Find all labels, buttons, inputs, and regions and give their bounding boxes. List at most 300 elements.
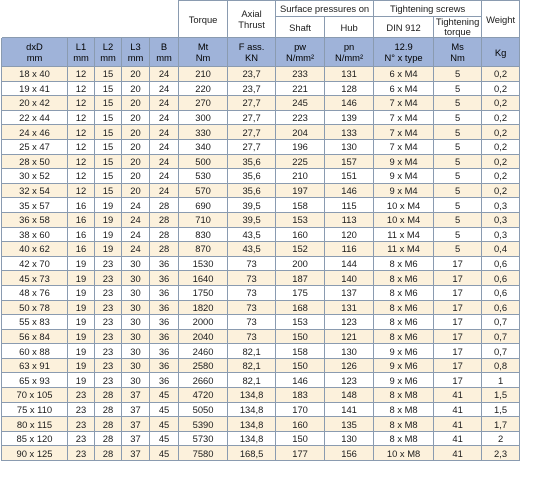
cell-fass: 73 (228, 271, 276, 286)
cell-fass: 43,5 (228, 227, 276, 242)
cell-l3: 30 (122, 315, 150, 330)
cell-weight: 0,7 (482, 329, 520, 344)
cell-weight: 0,4 (482, 242, 520, 257)
cell-b: 24 (150, 183, 179, 198)
header-din-label: DIN 912 (386, 21, 421, 33)
cell-l1: 12 (68, 96, 95, 111)
cell-dxd: 19 x 41 (2, 81, 68, 96)
cell-ms: 17 (434, 285, 482, 300)
cell-pn: 151 (325, 169, 374, 184)
cell-dxd: 60 x 88 (2, 344, 68, 359)
table-row (2, 315, 550, 330)
cell-screws: 8 x M8 (374, 388, 434, 403)
cell-b: 28 (150, 212, 179, 227)
cell-l3: 30 (122, 373, 150, 388)
cell-weight: 1,5 (482, 402, 520, 417)
cell-ms: 41 (434, 402, 482, 417)
cell-ms: 17 (434, 256, 482, 271)
cell-ms: 5 (434, 212, 482, 227)
cell-mt: 530 (179, 169, 228, 184)
unit-l1-unit: mm (73, 52, 89, 63)
cell-pn: 156 (325, 446, 374, 461)
cell-mt: 2580 (179, 358, 228, 373)
cell-ms: 5 (434, 139, 482, 154)
table-row (2, 212, 550, 227)
cell-l1: 19 (68, 315, 95, 330)
cell-fass: 39,5 (228, 198, 276, 213)
cell-dxd: 80 x 115 (2, 417, 68, 432)
cell-ms: 5 (434, 154, 482, 169)
cell-pn: 120 (325, 227, 374, 242)
cell-mt: 210 (179, 67, 228, 82)
cell-pn: 133 (325, 125, 374, 140)
cell-ms: 5 (434, 81, 482, 96)
cell-dxd: 32 x 54 (2, 183, 68, 198)
cell-fass: 27,7 (228, 125, 276, 140)
table-row (2, 417, 550, 432)
cell-ms: 41 (434, 417, 482, 432)
cell-pw: 152 (276, 242, 325, 257)
cell-l3: 20 (122, 154, 150, 169)
cell-dxd: 24 x 46 (2, 125, 68, 140)
unit-l3 (122, 38, 150, 67)
cell-l3: 24 (122, 212, 150, 227)
table-row (2, 198, 550, 213)
cell-pn: 128 (325, 81, 374, 96)
cell-pw: 221 (276, 81, 325, 96)
cell-fass: 134,8 (228, 431, 276, 446)
cell-dxd: 38 x 60 (2, 227, 68, 242)
cell-l2: 19 (95, 198, 122, 213)
table-row (2, 227, 550, 242)
cell-fass: 168,5 (228, 446, 276, 461)
header-surface-pressures-label: Surface pressures on (280, 3, 370, 14)
table-row (2, 125, 550, 140)
cell-weight: 0,7 (482, 315, 520, 330)
cell-dxd: 42 x 70 (2, 256, 68, 271)
unit-screw-label: 12.9 (394, 41, 413, 52)
cell-l2: 15 (95, 154, 122, 169)
cell-ms: 5 (434, 125, 482, 140)
unit-pn-unit: N/mm² (335, 52, 364, 63)
cell-l2: 19 (95, 227, 122, 242)
cell-l1: 19 (68, 271, 95, 286)
cell-pn: 140 (325, 271, 374, 286)
cell-l3: 20 (122, 81, 150, 96)
cell-ms: 5 (434, 183, 482, 198)
cell-dxd: 30 x 52 (2, 169, 68, 184)
cell-pw: 146 (276, 373, 325, 388)
table-row (2, 139, 550, 154)
unit-mt-unit: Nm (195, 52, 211, 63)
cell-fass: 43,5 (228, 242, 276, 257)
cell-weight: 2,3 (482, 446, 520, 461)
cell-weight: 1,7 (482, 417, 520, 432)
cell-b: 28 (150, 242, 179, 257)
cell-pn: 113 (325, 212, 374, 227)
cell-pw: 170 (276, 402, 325, 417)
cell-mt: 2040 (179, 329, 228, 344)
cell-mt: 330 (179, 125, 228, 140)
cell-l2: 23 (95, 315, 122, 330)
cell-b: 28 (150, 227, 179, 242)
cell-b: 24 (150, 96, 179, 111)
cell-ms: 17 (434, 373, 482, 388)
table-row (2, 67, 550, 82)
cell-fass: 35,6 (228, 183, 276, 198)
cell-fass: 35,6 (228, 154, 276, 169)
cell-l1: 19 (68, 344, 95, 359)
unit-dxd-unit: mm (26, 52, 43, 63)
cell-fass: 82,1 (228, 358, 276, 373)
cell-l3: 37 (122, 402, 150, 417)
cell-screws: 9 x M4 (374, 154, 434, 169)
cell-ms: 5 (434, 242, 482, 257)
cell-dxd: 36 x 58 (2, 212, 68, 227)
cell-l1: 23 (68, 417, 95, 432)
cell-weight: 0,6 (482, 256, 520, 271)
cell-l1: 19 (68, 285, 95, 300)
table-row (2, 256, 550, 271)
cell-screws: 11 x M4 (374, 242, 434, 257)
cell-pn: 135 (325, 417, 374, 432)
cell-fass: 82,1 (228, 344, 276, 359)
cell-fass: 39,5 (228, 212, 276, 227)
cell-l2: 23 (95, 358, 122, 373)
cell-fass: 35,6 (228, 169, 276, 184)
cell-b: 24 (150, 81, 179, 96)
cell-l1: 12 (68, 169, 95, 184)
cell-l3: 20 (122, 96, 150, 111)
unit-pw-unit: N/mm² (286, 52, 315, 63)
cell-screws: 8 x M8 (374, 431, 434, 446)
cell-l2: 28 (95, 402, 122, 417)
cell-l1: 12 (68, 125, 95, 140)
cell-pn: 116 (325, 242, 374, 257)
cell-l2: 19 (95, 242, 122, 257)
cell-dxd: 75 x 110 (2, 402, 68, 417)
cell-l2: 19 (95, 212, 122, 227)
cell-screws: 8 x M6 (374, 256, 434, 271)
cell-l1: 23 (68, 446, 95, 461)
cell-pn: 130 (325, 344, 374, 359)
cell-pw: 177 (276, 446, 325, 461)
cell-screws: 11 x M4 (374, 227, 434, 242)
cell-pw: 210 (276, 169, 325, 184)
cell-weight: 0,2 (482, 96, 520, 111)
cell-weight: 0,2 (482, 154, 520, 169)
cell-weight: 0,2 (482, 139, 520, 154)
cell-screws: 7 x M4 (374, 96, 434, 111)
table-row (2, 402, 550, 417)
cell-l3: 30 (122, 329, 150, 344)
cell-weight: 0,7 (482, 344, 520, 359)
cell-mt: 5050 (179, 402, 228, 417)
cell-fass: 27,7 (228, 139, 276, 154)
cell-pw: 158 (276, 344, 325, 359)
unit-fass-label: F ass. (238, 41, 265, 52)
cell-ms: 17 (434, 315, 482, 330)
cell-weight: 0,2 (482, 110, 520, 125)
cell-ms: 17 (434, 358, 482, 373)
cell-l2: 28 (95, 417, 122, 432)
cell-mt: 870 (179, 242, 228, 257)
cell-weight: 0,2 (482, 81, 520, 96)
cell-fass: 73 (228, 285, 276, 300)
cell-ms: 5 (434, 96, 482, 111)
cell-fass: 23,7 (228, 67, 276, 82)
cell-screws: 6 x M4 (374, 67, 434, 82)
cell-l1: 16 (68, 212, 95, 227)
table-row (2, 242, 550, 257)
cell-dxd: 40 x 62 (2, 242, 68, 257)
cell-l1: 12 (68, 81, 95, 96)
cell-b: 36 (150, 271, 179, 286)
cell-l1: 12 (68, 110, 95, 125)
cell-ms: 5 (434, 227, 482, 242)
cell-weight: 0,8 (482, 358, 520, 373)
table-row (2, 358, 550, 373)
cell-screws: 8 x M6 (374, 271, 434, 286)
cell-mt: 1750 (179, 285, 228, 300)
cell-ms: 5 (434, 110, 482, 125)
cell-fass: 134,8 (228, 417, 276, 432)
cell-screws: 10 x M4 (374, 212, 434, 227)
cell-dxd: 85 x 120 (2, 431, 68, 446)
cell-ms: 17 (434, 271, 482, 286)
cell-l1: 19 (68, 373, 95, 388)
cell-screws: 8 x M6 (374, 300, 434, 315)
table-row (2, 446, 550, 461)
cell-pw: 160 (276, 417, 325, 432)
table-row (2, 285, 550, 300)
cell-l1: 12 (68, 183, 95, 198)
cell-l3: 20 (122, 125, 150, 140)
header-axial-thrust (228, 1, 276, 38)
header-shaft-label: Shaft (289, 21, 311, 33)
cell-l3: 30 (122, 358, 150, 373)
cell-b: 24 (150, 125, 179, 140)
cell-b: 45 (150, 431, 179, 446)
cell-fass: 134,8 (228, 402, 276, 417)
cell-ms: 17 (434, 300, 482, 315)
cell-dxd: 63 x 91 (2, 358, 68, 373)
table-row (2, 96, 550, 111)
cell-screws: 9 x M6 (374, 358, 434, 373)
cell-ms: 5 (434, 169, 482, 184)
cell-pn: 137 (325, 285, 374, 300)
cell-pw: 150 (276, 358, 325, 373)
cell-b: 36 (150, 285, 179, 300)
cell-l2: 28 (95, 446, 122, 461)
cell-l3: 37 (122, 431, 150, 446)
unit-ms-label: Ms (451, 41, 464, 52)
units-row (2, 38, 550, 67)
cell-dxd: 22 x 44 (2, 110, 68, 125)
table-row (2, 183, 550, 198)
cell-pn: 146 (325, 96, 374, 111)
cell-l3: 30 (122, 256, 150, 271)
header-tightening-torque-label: Tightening torque (435, 16, 480, 37)
cell-b: 36 (150, 329, 179, 344)
cell-l1: 23 (68, 431, 95, 446)
table-row (2, 271, 550, 286)
unit-b (150, 38, 179, 67)
cell-fass: 27,7 (228, 110, 276, 125)
header-hub (325, 17, 374, 38)
cell-l3: 20 (122, 169, 150, 184)
table-row (2, 373, 550, 388)
cell-dxd: 18 x 40 (2, 67, 68, 82)
cell-b: 45 (150, 446, 179, 461)
cell-l3: 30 (122, 271, 150, 286)
table-row (2, 169, 550, 184)
cell-b: 28 (150, 198, 179, 213)
cell-pn: 157 (325, 154, 374, 169)
cell-weight: 0,2 (482, 125, 520, 140)
cell-l2: 23 (95, 329, 122, 344)
table-row (2, 388, 550, 403)
cell-screws: 9 x M4 (374, 169, 434, 184)
cell-l2: 15 (95, 169, 122, 184)
unit-mt (179, 38, 228, 67)
cell-l1: 23 (68, 402, 95, 417)
table-row (2, 81, 550, 96)
cell-pw: 158 (276, 198, 325, 213)
cell-ms: 41 (434, 446, 482, 461)
cell-pw: 153 (276, 212, 325, 227)
unit-dxd-label: dxD (26, 41, 43, 52)
right-gutter (520, 1, 550, 67)
table-body (2, 67, 550, 461)
cell-weight: 0,6 (482, 271, 520, 286)
cell-weight: 1,5 (482, 388, 520, 403)
unit-pn (325, 38, 374, 67)
header-blank (2, 1, 179, 38)
cell-l3: 37 (122, 417, 150, 432)
cell-weight: 0,3 (482, 212, 520, 227)
unit-screw (374, 38, 434, 67)
cell-l1: 12 (68, 67, 95, 82)
cell-mt: 4720 (179, 388, 228, 403)
header-surface-pressures (276, 1, 374, 17)
unit-mt-label: Mt (197, 41, 209, 52)
cell-l1: 19 (68, 329, 95, 344)
unit-l3-label: L3 (130, 41, 141, 52)
unit-ms (434, 38, 482, 67)
cell-b: 24 (150, 139, 179, 154)
cell-l1: 16 (68, 198, 95, 213)
cell-mt: 5390 (179, 417, 228, 432)
unit-kg (482, 38, 520, 67)
cell-pw: 160 (276, 227, 325, 242)
cell-l3: 20 (122, 139, 150, 154)
cell-screws: 7 x M4 (374, 125, 434, 140)
cell-mt: 300 (179, 110, 228, 125)
cell-l3: 30 (122, 344, 150, 359)
cell-pw: 196 (276, 139, 325, 154)
cell-mt: 7580 (179, 446, 228, 461)
cell-l3: 20 (122, 183, 150, 198)
header-tightening-torque (434, 17, 482, 38)
cell-l1: 12 (68, 154, 95, 169)
cell-pw: 225 (276, 154, 325, 169)
cell-mt: 690 (179, 198, 228, 213)
table-row (2, 154, 550, 169)
header-tightening-screws (374, 1, 482, 17)
cell-fass: 73 (228, 300, 276, 315)
cell-mt: 1530 (179, 256, 228, 271)
cell-mt: 340 (179, 139, 228, 154)
cell-screws: 8 x M8 (374, 402, 434, 417)
cell-pw: 175 (276, 285, 325, 300)
unit-b-label: B (160, 41, 168, 52)
cell-l1: 19 (68, 358, 95, 373)
unit-l1-label: L1 (75, 41, 87, 52)
cell-pn: 144 (325, 256, 374, 271)
cell-ms: 5 (434, 198, 482, 213)
cell-ms: 17 (434, 344, 482, 359)
cell-l2: 23 (95, 256, 122, 271)
cell-mt: 710 (179, 212, 228, 227)
cell-pw: 150 (276, 329, 325, 344)
cell-l1: 19 (68, 256, 95, 271)
cell-screws: 10 x M4 (374, 198, 434, 213)
table-row (2, 329, 550, 344)
cell-dxd: 90 x 125 (2, 446, 68, 461)
cell-weight: 0,3 (482, 198, 520, 213)
cell-mt: 570 (179, 183, 228, 198)
unit-l1 (68, 38, 95, 67)
cell-l1: 16 (68, 242, 95, 257)
cell-dxd: 20 x 42 (2, 96, 68, 111)
cell-b: 45 (150, 417, 179, 432)
cell-mt: 830 (179, 227, 228, 242)
cell-weight: 0,2 (482, 67, 520, 82)
cell-b: 36 (150, 344, 179, 359)
cell-pw: 223 (276, 110, 325, 125)
cell-dxd: 65 x 93 (2, 373, 68, 388)
cell-weight: 0,6 (482, 285, 520, 300)
cell-ms: 5 (434, 67, 482, 82)
cell-l1: 16 (68, 227, 95, 242)
unit-fass (228, 38, 276, 67)
cell-pw: 153 (276, 315, 325, 330)
cell-l2: 23 (95, 344, 122, 359)
cell-pn: 131 (325, 300, 374, 315)
cell-b: 36 (150, 373, 179, 388)
cell-mt: 500 (179, 154, 228, 169)
cell-dxd: 70 x 105 (2, 388, 68, 403)
cell-screws: 9 x M6 (374, 373, 434, 388)
cell-pn: 131 (325, 67, 374, 82)
cell-pn: 146 (325, 183, 374, 198)
cell-pw: 197 (276, 183, 325, 198)
specification-table (1, 0, 550, 461)
cell-mt: 1820 (179, 300, 228, 315)
cell-pn: 126 (325, 358, 374, 373)
cell-l1: 23 (68, 388, 95, 403)
cell-mt: 220 (179, 81, 228, 96)
cell-mt: 5730 (179, 431, 228, 446)
cell-l1: 19 (68, 300, 95, 315)
cell-l2: 28 (95, 388, 122, 403)
cell-screws: 10 x M8 (374, 446, 434, 461)
cell-fass: 27,7 (228, 96, 276, 111)
cell-l2: 23 (95, 271, 122, 286)
cell-b: 36 (150, 300, 179, 315)
cell-dxd: 45 x 73 (2, 271, 68, 286)
